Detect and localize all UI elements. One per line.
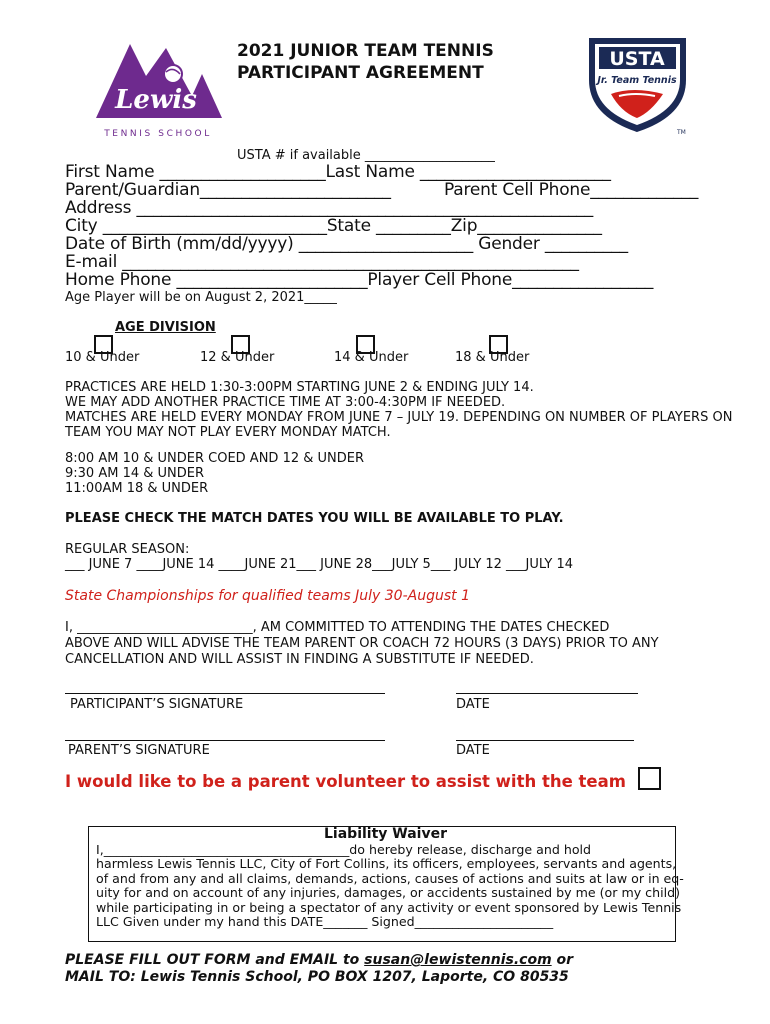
regular-season-dates[interactable]: ___ JUNE 7 ____JUNE 14 ____JUNE 21___ JUNE 28___JULY 5___ JULY 12 ___JULY 14: [65, 557, 574, 572]
svg-text:Lewis: Lewis: [115, 85, 197, 115]
address-field[interactable]: Address _______________________________________________________: [65, 198, 594, 218]
parent-signature-line[interactable]: [65, 740, 385, 741]
email-link[interactable]: susan@lewistennis.com: [364, 952, 552, 968]
check-dates-heading: PLEASE CHECK THE MATCH DATES YOU WILL BE AVAILABLE TO PLAY.: [65, 511, 564, 526]
option-label-14-under: 14 & Under: [334, 350, 409, 365]
city-state-zip-field[interactable]: City ___________________________State _________Zip_______________: [65, 216, 602, 236]
waiver-line[interactable]: I,_______________________________________do hereby release, discharge and hold: [96, 842, 592, 857]
time-line: 9:30 AM 14 & UNDER: [65, 466, 205, 481]
liability-waiver-title: Liability Waiver: [324, 826, 447, 842]
footer-mail-line: MAIL TO: Lewis Tennis School, PO BOX 1207, Laporte, CO 80535: [65, 969, 569, 985]
time-line: 11:00AM 18 & UNDER: [65, 481, 209, 496]
age-on-date-field[interactable]: Age Player will be on August 2, 2021_____: [65, 290, 337, 305]
footer-email-prefix: PLEASE FILL OUT FORM and EMAIL to: [65, 952, 365, 968]
svg-text:Jr. Team Tennis: Jr. Team Tennis: [597, 75, 677, 86]
option-label-12-under: 12 & Under: [200, 350, 275, 365]
commitment-line[interactable]: I, ___________________________, AM COMMITTED TO ATTENDING THE DATES CHECKED: [65, 620, 610, 635]
footer-email-line: [65, 952, 573, 968]
footer-email-suffix: or: [551, 952, 574, 968]
parent-cell-phone-field[interactable]: Parent Cell Phone_____________: [444, 180, 699, 200]
parent-date-line[interactable]: [456, 740, 634, 741]
usta-number-field[interactable]: USTA # if available ____________________: [237, 148, 495, 163]
participant-date-label: DATE: [456, 697, 490, 712]
participant-signature-label: PARTICIPANT’S SIGNATURE: [70, 697, 244, 712]
match-times: [65, 451, 364, 496]
commitment-line: ABOVE AND WILL ADVISE THE TEAM PARENT OR COACH 72 HOURS (3 DAYS) PRIOR TO ANY: [65, 636, 659, 651]
dob-gender-field[interactable]: Date of Birth (mm/dd/yyyy) _____________________ Gender __________: [65, 234, 628, 254]
age-division-heading: AGE DIVISION: [115, 320, 216, 335]
svg-text:TM: TM: [677, 129, 686, 136]
phone-fields[interactable]: Home Phone _______________________Player Cell Phone_________________: [65, 270, 654, 290]
practice-info: [65, 380, 732, 440]
regular-season-label: REGULAR SEASON:: [65, 542, 190, 557]
option-label-18-under: 18 & Under: [455, 350, 530, 365]
first-last-name-field[interactable]: First Name ____________________Last Name _______________________: [65, 162, 611, 182]
waiver-line: while participating in or being a spectator of any activity or event sponsored by Lewis Tennis: [96, 899, 682, 915]
email-field[interactable]: E-mail _______________________________________________________: [65, 252, 579, 272]
liability-waiver-text: [96, 842, 684, 930]
practice-line: WE MAY ADD ANOTHER PRACTICE TIME AT 3:00-4:30PM IF NEEDED.: [65, 395, 506, 410]
svg-text:TENNIS SCHOOL: TENNIS SCHOOL: [104, 129, 212, 139]
parent-date-label: DATE: [456, 743, 490, 758]
parent-signature-label: PARENT’S SIGNATURE: [68, 743, 210, 758]
practice-line: TEAM YOU MAY NOT PLAY EVERY MONDAY MATCH.: [65, 425, 391, 440]
svg-text:USTA: USTA: [609, 48, 665, 70]
waiver-line: harmless Lewis Tennis LLC, City of Fort Collins, its officers, employees, servants and agents,: [96, 856, 677, 872]
participant-signature-line[interactable]: [65, 693, 385, 694]
option-label-10-under: 10 & Under: [65, 350, 140, 365]
practice-line: PRACTICES ARE HELD 1:30-3:00PM STARTING JUNE 2 & ENDING JULY 14.: [65, 380, 534, 395]
title-line-1: 2021 JUNIOR TEAM TENNIS: [237, 41, 494, 61]
usta-shield-icon: [585, 34, 690, 136]
mountain-logo-icon: [96, 36, 226, 146]
time-line: 8:00 AM 10 & UNDER COED AND 12 & UNDER: [65, 451, 365, 466]
form-title: [237, 40, 494, 84]
parent-guardian-field[interactable]: Parent/Guardian_______________________: [65, 180, 391, 200]
commitment-statement: [65, 620, 659, 668]
lewis-tennis-school-logo: [96, 36, 226, 146]
usta-jr-team-tennis-logo: [585, 34, 690, 136]
volunteer-statement: I would like to be a parent volunteer to assist with the team: [65, 772, 626, 791]
volunteer-checkbox[interactable]: [638, 767, 661, 790]
state-championships-note: State Championships for qualified teams July 30-August 1: [65, 588, 470, 604]
commitment-line: CANCELLATION AND WILL ASSIST IN FINDING A SUBSTITUTE IF NEEDED.: [65, 652, 534, 667]
waiver-line: uity for and on account of any injuries, damages, or accidents sustained by me (or my child): [96, 885, 680, 901]
practice-line: MATCHES ARE HELD EVERY MONDAY FROM JUNE 7 – JULY 19. DEPENDING ON NUMBER OF PLAYERS ON: [65, 410, 733, 425]
title-line-2: PARTICIPANT AGREEMENT: [237, 63, 484, 83]
participant-date-line[interactable]: [456, 693, 638, 694]
waiver-line[interactable]: LLC Given under my hand this DATE_______ Signed______________________: [96, 914, 554, 930]
waiver-line: of and from any and all claims, demands, actions, causes of actions and suits at law or in eq-: [96, 870, 684, 886]
